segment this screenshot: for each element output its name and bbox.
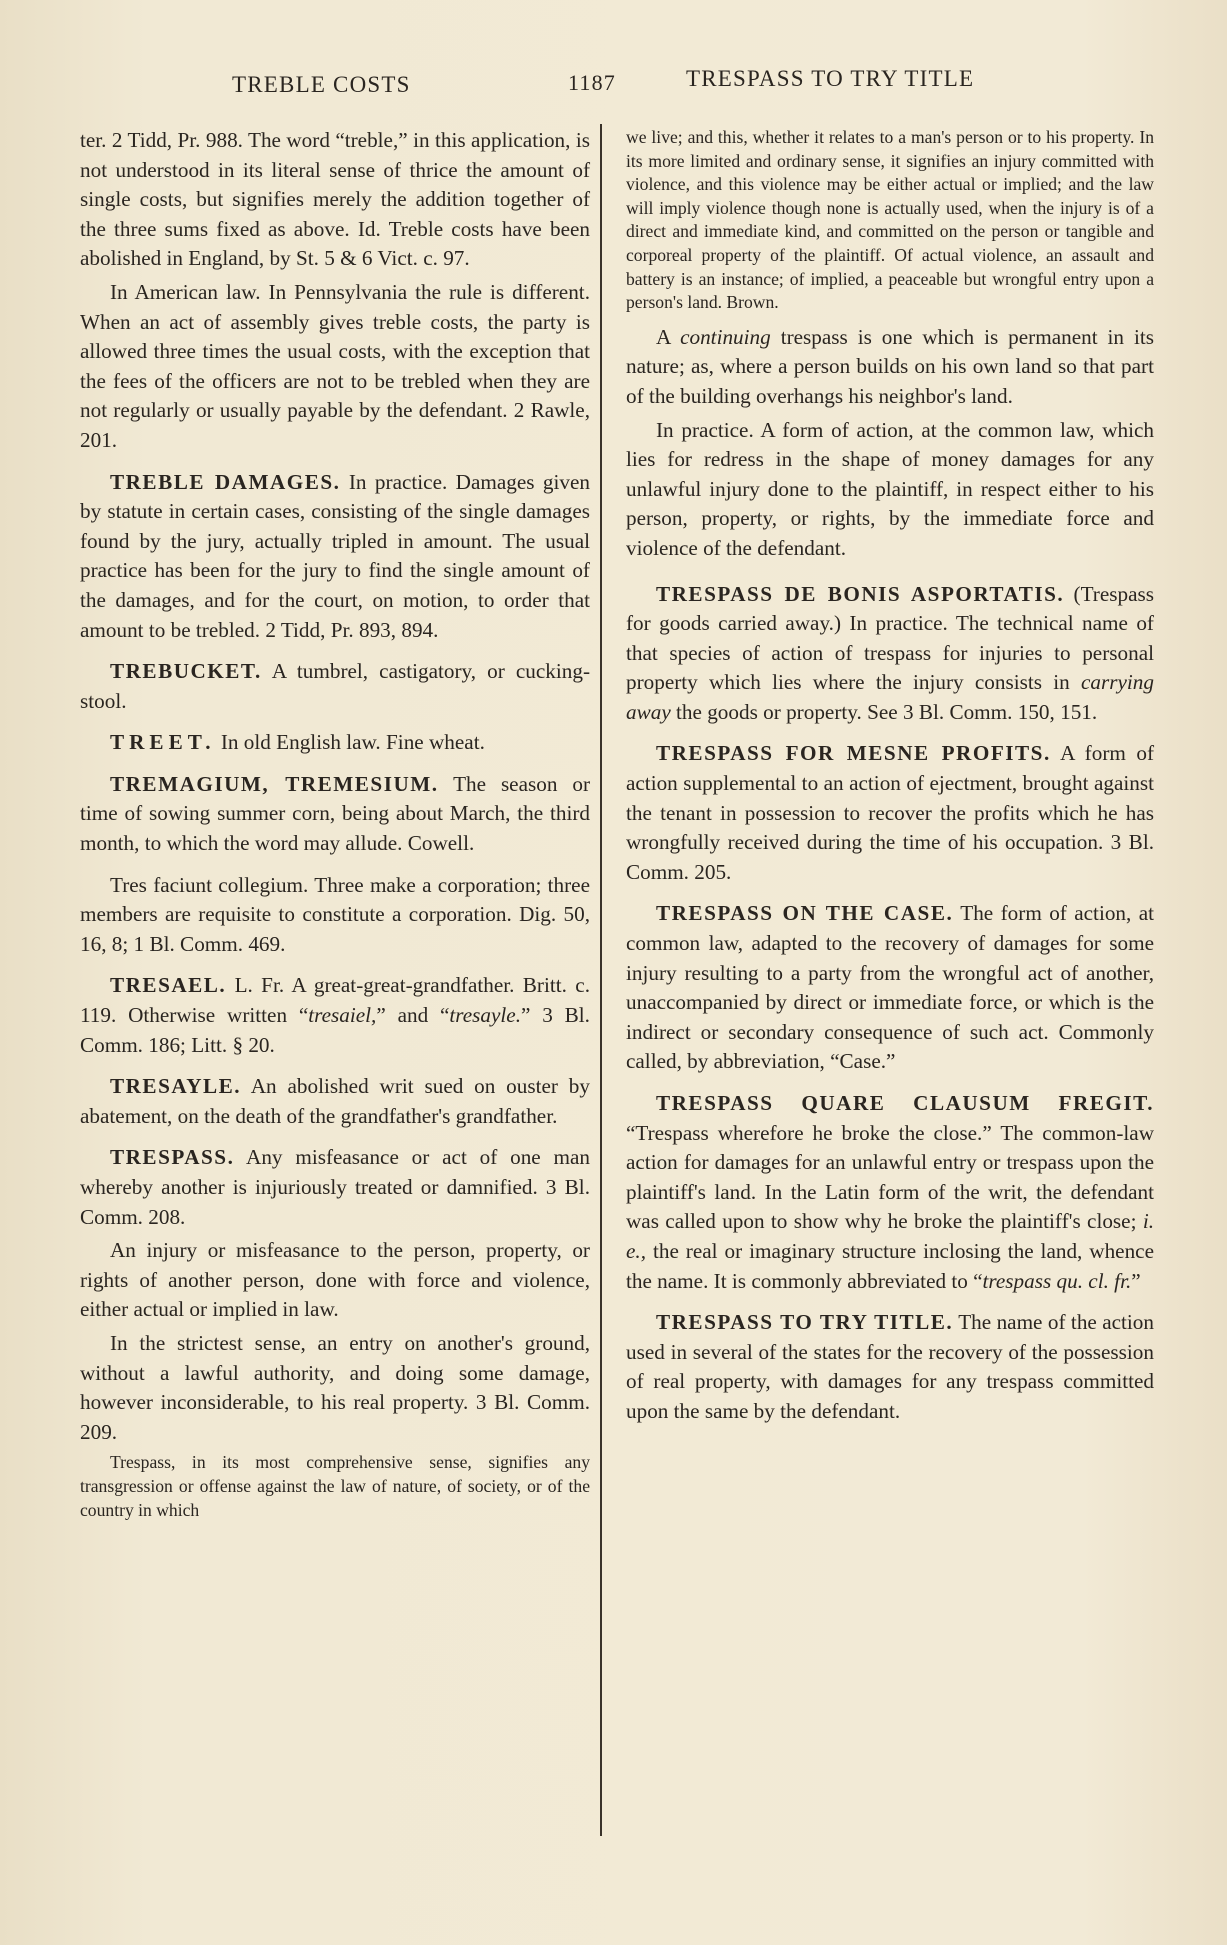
- running-head-right: TRESPASS TO TRY TITLE: [686, 66, 975, 91]
- entry-tres-faciunt: [80, 871, 590, 960]
- entry-body: The form of action, at common law, adapted to the recovery of damages for some injury resulting to a party from the wrongful act of another, unaccompanied by direct or immediate force, or which is the indirect or secondary consequence of such act. Commonly called, by abbreviation, “Case.”: [626, 901, 1154, 1074]
- entry-body: the real or imaginary structure inclosing the land, whence the name. It is commonly abbreviated to “: [626, 1238, 1154, 1293]
- headword: TRESPASS DE BONIS ASPORTATIS.: [656, 581, 1065, 606]
- entry-body: In practice. Damages given by statute in certain cases, consisting of the single damages found by the jury, actually tripled in amount. The usual practice has been for the jury to find the single amount of the damages, and for the court, on motion, to order that amount to be trebled. 2 Tidd, Pr. 893, 894.: [80, 469, 590, 642]
- entry-body: (Trespass for goods carried away.) In practice. The technical name of that species of action of trespass for injuries to personal property which lies where the injury consists in: [626, 581, 1154, 695]
- entry-body: the goods or property. See 3 Bl. Comm. 150, 151.: [670, 699, 1098, 724]
- entry-trespass-to-try-title: [626, 1308, 1154, 1426]
- entry-trespass-de-bonis: [626, 580, 1154, 728]
- entry-body: Any misfeasance or act of one man whereby another is injuriously treated or damnified. 3 Bl. Comm. 208.: [80, 1145, 590, 1229]
- paragraph-in-practice: In practice. A form of action, at the common law, which lies for redress in the shape of money damages for any unlawful injury done to the plaintiff, in respect either to his person, property, or rights, by the immediate force and violence of the defendant.: [626, 417, 1154, 560]
- entry-body: A form of action supplemental to an action of ejectment, brought against the tenant in possession to recover the profits which he has wrongfully received during the time of his occupation. 3 Bl. Comm. 205.: [626, 741, 1155, 884]
- entry-tremagium: [80, 770, 590, 859]
- headword: TRESAEL.: [110, 973, 227, 998]
- right-column: [620, 126, 1154, 1427]
- entry-body: A tumbrel, castigatory, or cucking-stool.: [80, 659, 590, 713]
- entry-tresayle: [80, 1072, 590, 1131]
- paragraph-trespass-comprehensive-cont: we live; and this, whether it relates to a man's person or to his property. In its more limited and ordinary sense, it signifies an injury committed with violence, and this violence may be either actual or implied; and the law will imply violence though none is actually used, when the injury is of a direct and immediate kind, and committed on the person or tangible and corporeal property of the plaintiff. Of actual violence, an assault and battery is an instance; of implied, a peaceable but wrongful entry upon a person's land. Brown.: [626, 127, 1154, 313]
- paragraph-continuing-trespass: [626, 323, 1154, 412]
- italic-term: trespass qu. cl. fr.: [982, 1268, 1132, 1293]
- italic-term: carrying away: [626, 670, 1154, 724]
- entry-body: ” 3 Bl. Comm. 186; Litt. § 20.: [80, 1003, 590, 1057]
- entry-trespass-quare-clausum: [626, 1089, 1154, 1296]
- paragraph-american-law: In American law. In Pennsylvania the rule is different. When an act of assembly gives treble costs, the party is allowed three times the usual costs, with the exception that the fees of the officers are not to be trebled when they are not regularly or usually payable by the defendant. 2 Rawle, 201.: [80, 279, 590, 452]
- headword: TREBLE DAMAGES.: [110, 469, 341, 494]
- entry-body: The season or time of sowing summer corn, being about March, the third month, to which the word may allude. Cowell.: [80, 771, 590, 856]
- page-number: 1187: [568, 70, 616, 95]
- entry-treble-damages: [80, 468, 590, 646]
- entry-body: “Trespass wherefore he broke the close.” The common-law action for damages for an unlawful entry or trespass upon the plaintiff's land. In the Latin form of the writ, the defendant was called upon to show why he broke the plaintiff's close;: [626, 1120, 1154, 1234]
- headword: TREET.: [110, 730, 216, 755]
- entry-trespass: [80, 1143, 590, 1232]
- headword: TREMAGIUM, TREMESIUM.: [110, 771, 439, 796]
- headword: TRESAYLE.: [110, 1074, 242, 1099]
- headword: TREBUCKET.: [110, 659, 262, 684]
- paragraph-treble-costs-cont: ter. 2 Tidd, Pr. 988. The word “treble,” in this application, is not understood in its literal sense of thrice the amount of single costs, but signifies merely the addition together of the three sums fixed as above. Id. Treble costs have been abolished in England, by St. 5 & 6 Vict. c. 97.: [80, 128, 590, 271]
- maxim: Tres faciunt collegium.: [110, 872, 309, 897]
- text: trespass is one which is permanent in its nature; as, where a person builds on his own land so that part of the building overhangs his neighbor's land.: [626, 324, 1154, 408]
- entry-body: In old English law. Fine wheat.: [215, 730, 485, 755]
- entry-body: ” and “: [376, 1003, 450, 1028]
- italic-term: continuing: [680, 324, 771, 349]
- headword: TRESPASS ON THE CASE.: [656, 901, 954, 926]
- text: A: [656, 324, 681, 349]
- entry-body: The name of the action used in several of the states for the recovery of the possession of real property, with damages for any trespass committed upon the same by the defendant.: [626, 1310, 1154, 1423]
- paragraph-trespass-comprehensive: Trespass, in its most comprehensive sense, signifies any transgression or offense against the law of nature, of society, or of the country in which: [80, 1452, 590, 1520]
- headword: TRESPASS TO TRY TITLE.: [656, 1310, 954, 1335]
- entry-treet: [80, 728, 590, 758]
- paragraph-trespass-injury: An injury or misfeasance to the person, property, or rights of another person, done with force and violence, either actual or implied in law.: [80, 1238, 590, 1322]
- headword: TRESPASS FOR MESNE PROFITS.: [656, 741, 1051, 766]
- italic-term: tresayle.: [449, 1003, 521, 1028]
- entry-body: An abolished writ sued on ouster by abatement, on the death of the grandfather's grandfather.: [80, 1074, 590, 1128]
- italic-term: i. e.,: [626, 1209, 1154, 1263]
- entry-trebucket: [80, 657, 590, 716]
- left-column: [80, 126, 590, 1522]
- italic-term: tresaiel,: [308, 1003, 377, 1028]
- headword: TRESPASS QUARE CLAUSUM FREGIT.: [656, 1091, 1154, 1115]
- entry-body: ”: [1131, 1268, 1141, 1293]
- headword: TRESPASS.: [110, 1145, 235, 1170]
- entry-body: L. Fr. A great-great-grandfather. Britt. c. 119. Otherwise written “: [80, 973, 590, 1028]
- entry-trespass-on-the-case: [626, 899, 1154, 1077]
- paragraph-trespass-strictest: In the strictest sense, an entry on another's ground, without a lawful authority, and doing some damage, however inconsiderable, to his real property. 3 Bl. Comm. 209.: [80, 1330, 590, 1444]
- entry-tresael: [80, 971, 590, 1060]
- entry-body: Three make a corporation; three members are requisite to constitute a corporation. Dig. 50, 16, 8; 1 Bl. Comm. 469.: [80, 872, 590, 956]
- running-head-left: TREBLE COSTS: [232, 72, 411, 97]
- column-divider: [600, 124, 602, 1836]
- entry-trespass-mesne-profits: [626, 739, 1154, 887]
